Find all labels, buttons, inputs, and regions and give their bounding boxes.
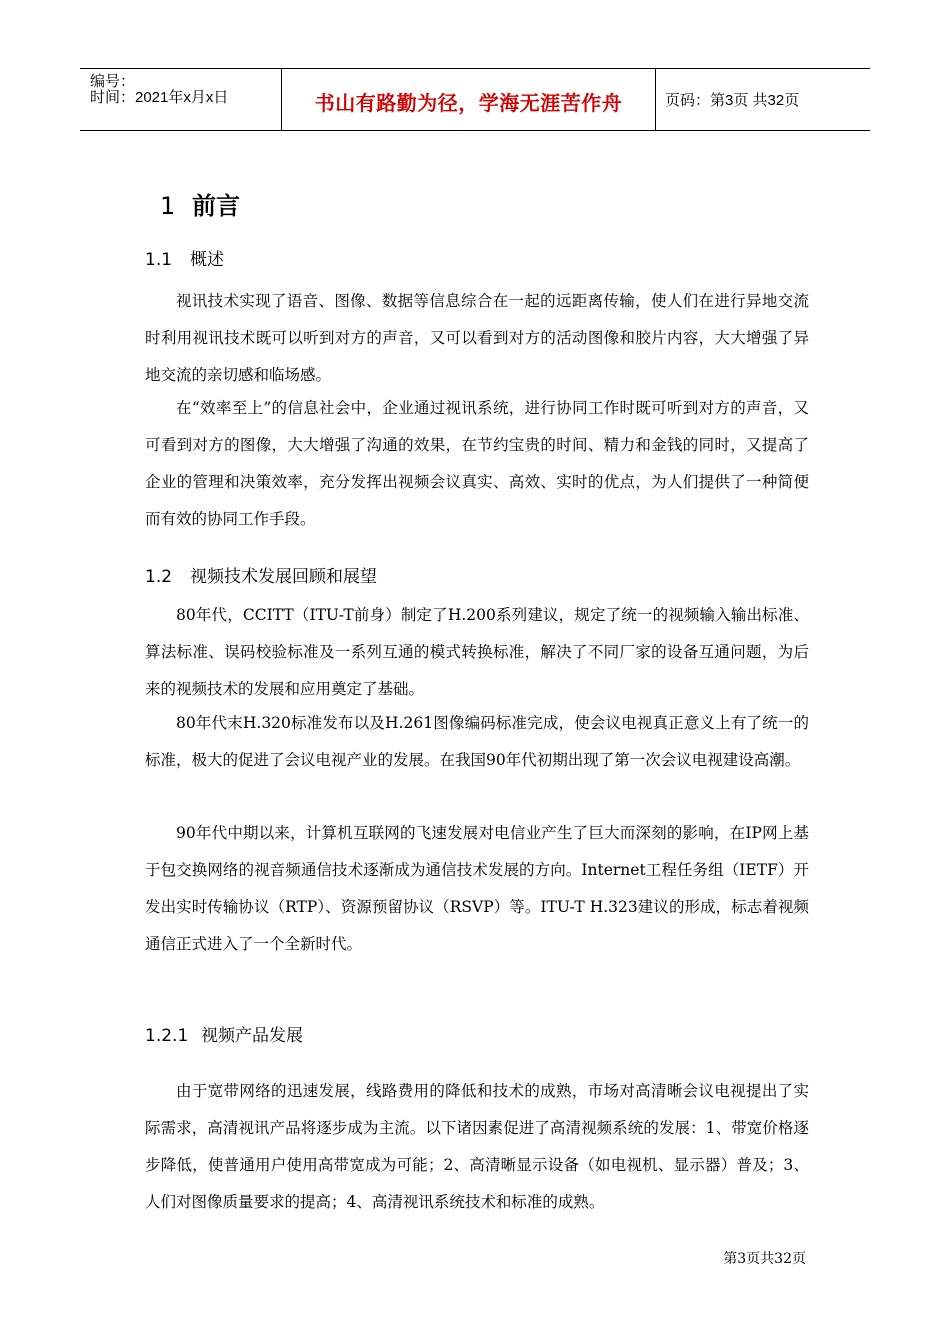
page-footer: 第3页共32页: [723, 1251, 806, 1267]
section-1-2-title: 视频技术发展回顾和展望: [190, 567, 377, 587]
section-1-2-1-number: 1.2.1: [145, 1026, 189, 1046]
section-1-title: 前言: [192, 192, 240, 220]
section-1-2-1-heading: [145, 1021, 303, 1046]
paragraph: 视讯技术实现了语音、图像、数据等信息综合在一起的远距离传输，使人们在进行异地交流时利用视讯技术既可以听到对方的声音，又可以看到对方的活动图像和胶片内容，大大增强了异地交流的亲切感和临场感。: [145, 292, 809, 384]
section-1-2-1-title: 视频产品发展: [201, 1026, 303, 1046]
paragraph: 由于宽带网络的迅速发展，线路费用的降低和技术的成熟，市场对高清晰会议电视提出了实际需求，高清视讯产品将逐步成为主流。以下诸因素促进了高清视频系统的发展：1、带宽价格逐步降低，使普通用户使用高带宽成为可能；2、高清晰显示设备（如电视机、显示器）普及；3、人们对图像质量要求的提高；4、高清视讯系统技术和标准的成熟。: [145, 1082, 809, 1211]
section-1-2-number: 1.2: [145, 567, 173, 587]
section-1-2-heading: [145, 562, 377, 587]
header-motto-cell: [281, 69, 656, 130]
paragraph: 80年代，CCITT（ITU-T前身）制定了H.200系列建议，规定了统一的视频输入输出标准、算法标准、误码校验标准及一系列互通的模式转换标准，解决了不同厂家的设备互通问题，为后来的视频技术的发展和应用奠定了基础。: [145, 606, 809, 698]
document-time-label: 时间：2021年x月x日: [90, 89, 229, 106]
section-1-1-title: 概述: [190, 250, 224, 270]
page-header: [80, 68, 870, 131]
document-number-label: 编号：: [90, 73, 136, 90]
header-page-info: 页码：第3页 共32页: [665, 92, 800, 109]
section-1-1-heading: [145, 245, 224, 270]
paragraph: 在“效率至上”的信息社会中，企业通过视讯系统，进行协同工作时既可听到对方的声音，又可看到对方的图像，大大增强了沟通的效果，在节约宝贵的时间、精力和金钱的同时，又提高了企业的管理和决策效率，充分发挥出视频会议真实、高效、实时的优点，为人们提供了一种简便而有效的协同工作手段。: [145, 399, 809, 528]
header-motto: 书山有路勤为径，学海无涯苦作舟: [314, 91, 623, 115]
section-1-number: 1: [160, 192, 176, 220]
paragraph: 90年代中期以来，计算机互联网的飞速发展对电信业产生了巨大而深刻的影响，在IP网上基于包交换网络的视音频通信技术逐渐成为通信技术发展的方向。Internet工程任务组（IETF）开发出实时传输协议（RTP）、资源预留协议（RSVP）等。ITU-T H.323建议的形成，标志着视频通信正式进入了一个全新时代。: [145, 824, 809, 953]
header-page-cell: [655, 69, 870, 130]
header-left-cell: [80, 69, 281, 130]
section-1-1-number: 1.1: [145, 250, 173, 270]
paragraph: 80年代末H.320标准发布以及H.261图像编码标准完成，使会议电视真正意义上有了统一的标准，极大的促进了会议电视产业的发展。在我国90年代初期出现了第一次会议电视建设高潮。: [145, 714, 809, 769]
section-1-heading: [160, 186, 240, 221]
